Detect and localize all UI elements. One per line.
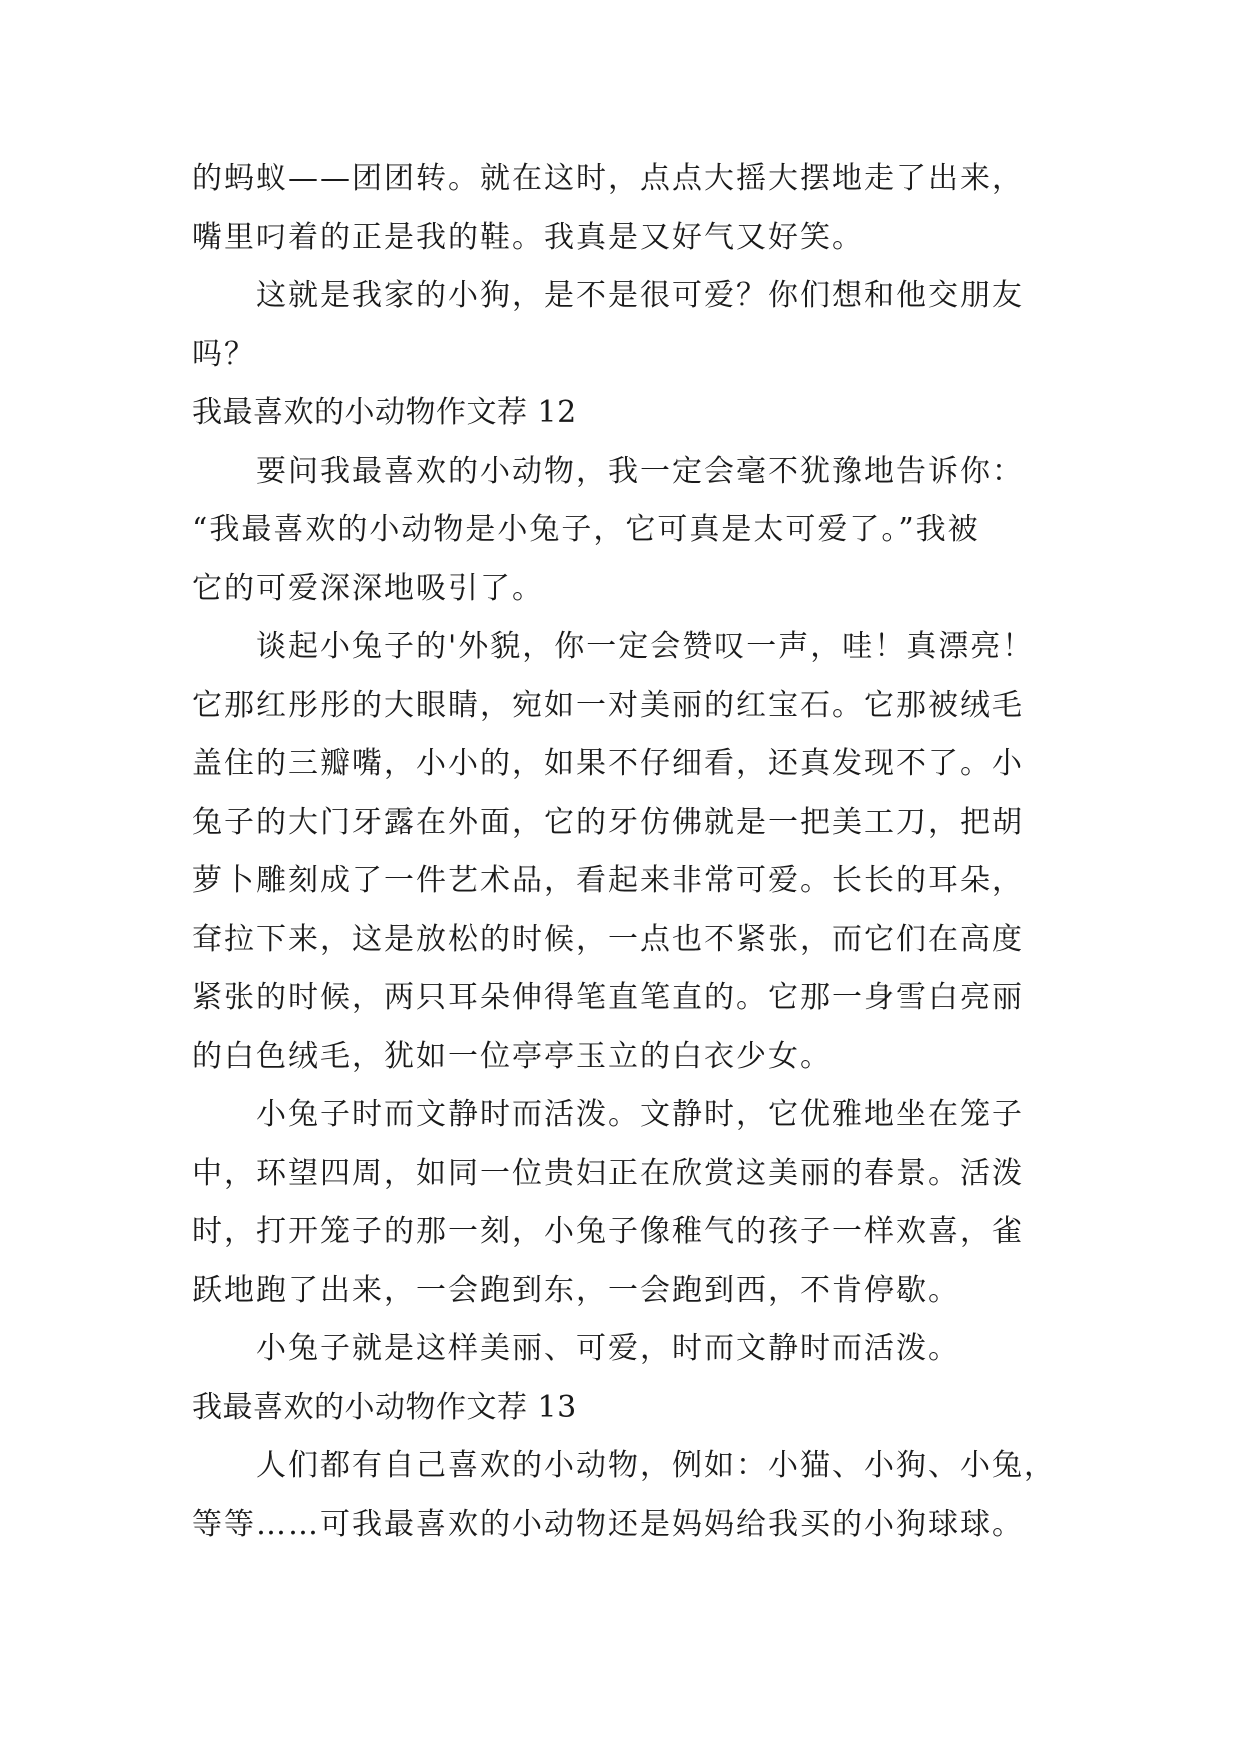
paragraph-line: 时，打开笼子的那一刻，小兔子像稚气的孩子一样欢喜，雀	[192, 1214, 1024, 1249]
paragraph-line: 这就是我家的小狗，是不是很可爱？你们想和他交朋友	[256, 278, 1024, 313]
section-heading: 我最喜欢的小动物作文荐 12	[192, 395, 577, 430]
paragraph-line: 盖住的三瓣嘴，小小的，如果不仔细看，还真发现不了。小	[192, 746, 1024, 781]
paragraph-line: 等等……可我最喜欢的小动物还是妈妈给我买的小狗球球。	[192, 1506, 1024, 1542]
paragraph-line: 紧张的时候，两只耳朵伸得笔直笔直的。它那一身雪白亮丽	[192, 980, 1024, 1015]
paragraph-line: 中，环望四周，如同一位贵妇正在欣赏这美丽的春景。活泼	[192, 1155, 1024, 1191]
paragraph-line: 谈起小兔子的'外貌，你一定会赞叹一声，哇！真漂亮！	[256, 629, 1035, 664]
paragraph-line: 跃地跑了出来，一会跑到东，一会跑到西，不肯停歇。	[192, 1272, 960, 1308]
paragraph-line: 要问我最喜欢的小动物，我一定会毫不犹豫地告诉你：	[256, 453, 1024, 489]
paragraph-line: “我最喜欢的小动物是小兔子，它可真是太可爱了。”我被	[192, 512, 980, 547]
paragraph-line: 吗？	[192, 336, 256, 372]
paragraph-line: 的白色绒毛，犹如一位亭亭玉立的白衣少女。	[192, 1038, 832, 1074]
paragraph-line: 萝卜雕刻成了一件艺术品，看起来非常可爱。长长的耳朵，	[192, 863, 1024, 898]
paragraph-line: 人们都有自己喜欢的小动物，例如：小猫、小狗、小兔，	[256, 1448, 1056, 1483]
paragraph-line: 兔子的大门牙露在外面，它的牙仿佛就是一把美工刀，把胡	[192, 804, 1024, 840]
paragraph-line: 嘴里叼着的正是我的鞋。我真是又好气又好笑。	[192, 219, 864, 255]
paragraph-line: 的蚂蚁——团团转。就在这时，点点大摇大摆地走了出来，	[192, 161, 1024, 196]
paragraph-line: 它那红彤彤的大眼睛，宛如一对美丽的红宝石。它那被绒毛	[192, 687, 1024, 723]
section-heading: 我最喜欢的小动物作文荐 13	[192, 1389, 577, 1425]
paragraph-line: 它的可爱深深地吸引了。	[192, 570, 544, 606]
paragraph-line: 小兔子时而文静时而活泼。文静时，它优雅地坐在笼子	[256, 1097, 1024, 1132]
document-page	[192, 150, 1072, 1554]
paragraph-line: 小兔子就是这样美丽、可爱，时而文静时而活泼。	[256, 1331, 960, 1366]
paragraph-line: 耷拉下来，这是放松的时候，一点也不紧张，而它们在高度	[192, 921, 1024, 957]
